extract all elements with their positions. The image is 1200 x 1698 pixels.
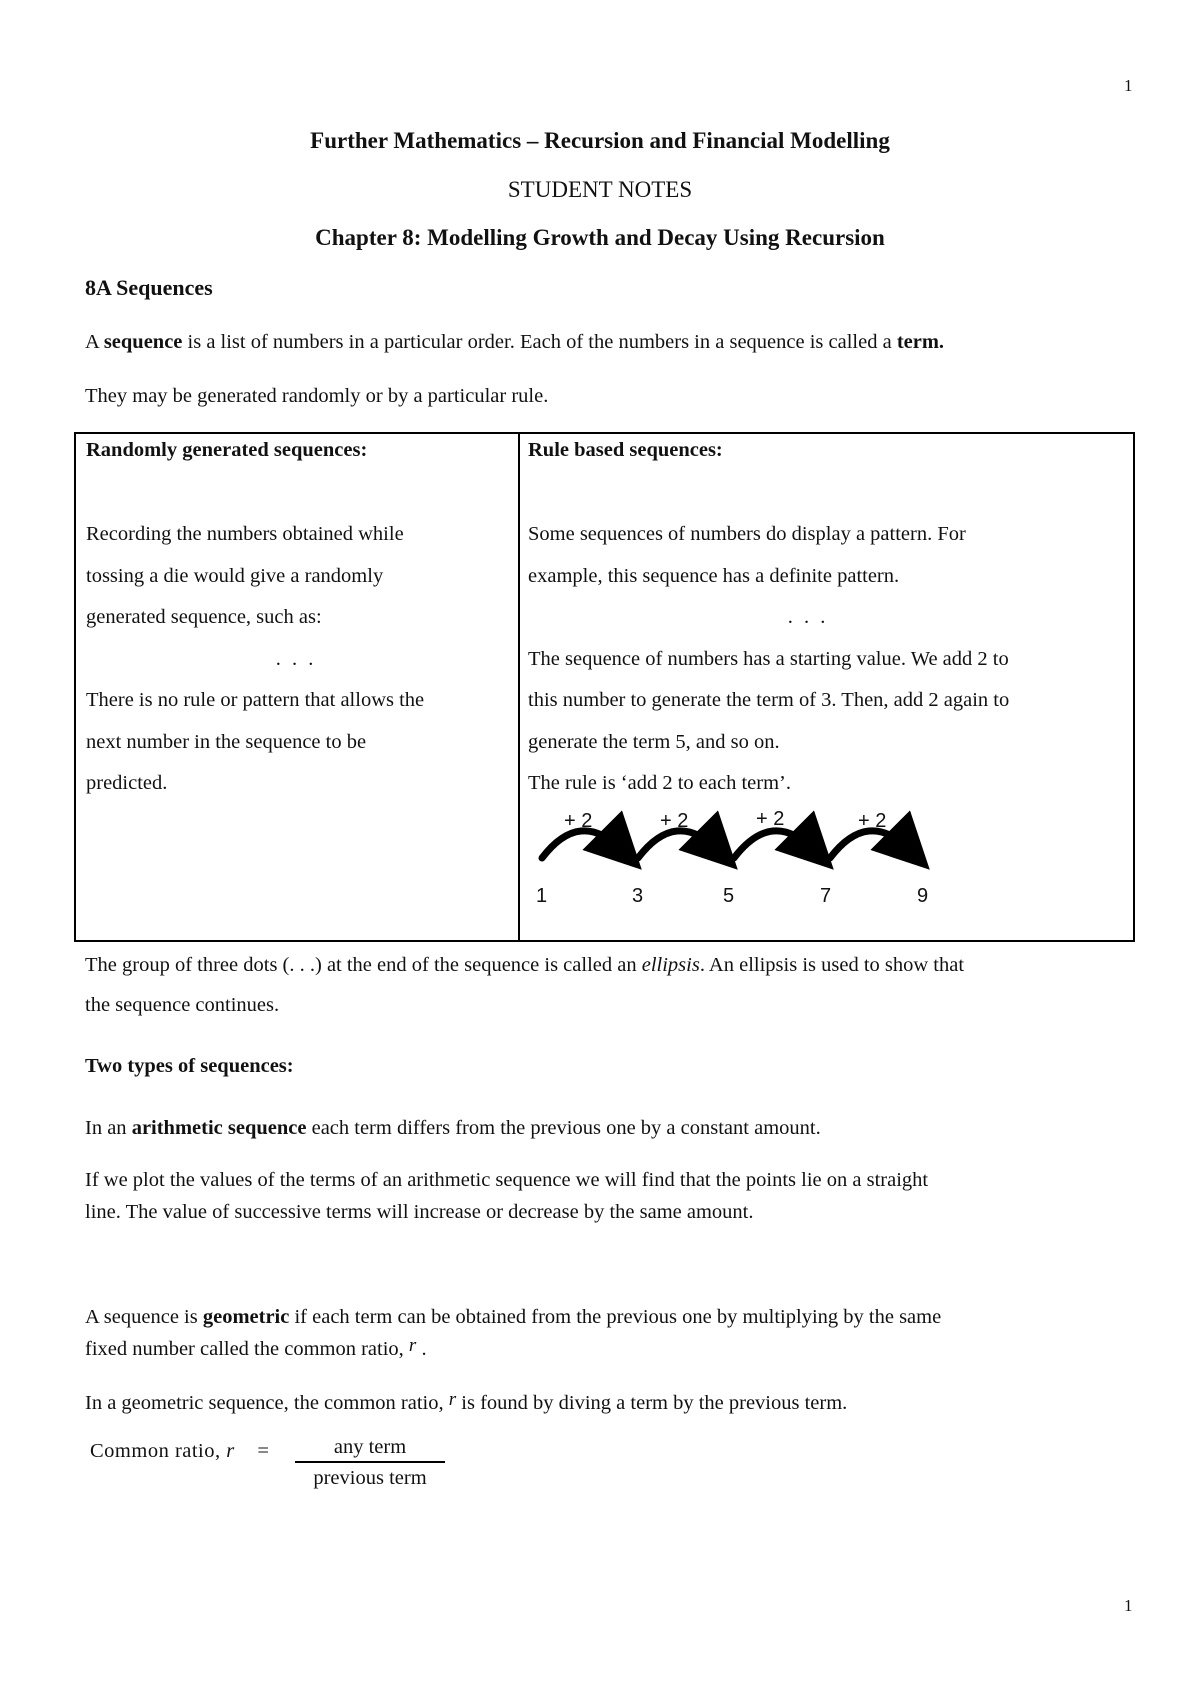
ratio-text: In a geometric sequence, the common ratio, [85, 1392, 449, 1414]
arrow-3-icon [734, 831, 814, 858]
geometric-text: A sequence is [85, 1306, 203, 1328]
arithmetic-line-2: line. The value of successive terms will increase or decrease by the same amount. [85, 1201, 754, 1223]
rule-line-1: Some sequences of numbers do display a pattern. For [528, 523, 966, 545]
term-label-5: 9 [917, 885, 929, 907]
rule-line-4: this number to generate the term of 3. Then, add 2 again to [528, 689, 1010, 711]
rule-ellipsis: . . . [787, 606, 829, 628]
formula-fraction [295, 1436, 445, 1490]
page-number-top: 1 [1124, 76, 1133, 95]
formula-lhs: Common ratio, [90, 1440, 227, 1462]
formula-equals: = [257, 1440, 269, 1462]
table-cell-random [86, 434, 506, 805]
random-line-3: generated sequence, such as: [86, 606, 322, 628]
term-label-3: 5 [723, 885, 735, 907]
geometric-definition [85, 1301, 1155, 1366]
rule-line-5: generate the term 5, and so on. [528, 730, 780, 753]
ellipsis-note-text: The group of three dots (. . .) at the end of the sequence is called an [85, 954, 642, 976]
intro-text-cont: is a list of numbers in a particular order. Each of the numbers in a sequence is called a [182, 331, 897, 353]
term-term: term. [896, 331, 945, 353]
random-ellipsis: . . . [275, 647, 317, 670]
ellipsis-note-line-2: the sequence continues. [85, 994, 280, 1016]
common-ratio-formula [90, 1436, 427, 1489]
ratio-text-cont: is found by diving a term by the previous term. [456, 1392, 848, 1414]
step-label-2: + 2 [660, 810, 689, 832]
term-ellipsis: ellipsis [641, 954, 700, 976]
step-label-3: + 2 [756, 808, 785, 830]
random-line-4: There is no rule or pattern that allows the [86, 689, 425, 711]
term-sequence: sequence [103, 331, 183, 353]
random-line-1: Recording the numbers obtained while [86, 523, 404, 545]
document-title: Further Mathematics – Recursion and Financial Modelling [310, 128, 890, 153]
geometric-line-2: fixed number called the common ratio, [85, 1338, 409, 1360]
term-label-2: 3 [632, 885, 644, 907]
arrow-1-icon [542, 831, 622, 858]
intro-paragraph [85, 326, 1145, 358]
common-ratio-explanation [85, 1387, 1155, 1420]
term-label-4: 7 [820, 885, 832, 907]
intro-paragraph-2: They may be generated randomly or by a particular rule. [85, 385, 549, 407]
formula-numerator: any term [333, 1436, 407, 1458]
random-line-6: predicted. [86, 772, 168, 794]
symbol-r: r [408, 1335, 417, 1356]
term-geometric: geometric [202, 1306, 290, 1328]
rule-heading: Rule based sequences: [528, 439, 723, 461]
random-line-2: tossing a die would give a randomly [86, 564, 384, 587]
arrow-4-icon [830, 831, 910, 858]
rule-line-6: The rule is ‘add 2 to each term’. [528, 772, 791, 794]
formula-r: r [226, 1440, 235, 1462]
arithmetic-definition [85, 1112, 1155, 1144]
rule-line-3: The sequence of numbers has a starting value. We add 2 to [528, 647, 1009, 670]
geometric-text-cont: if each term can be obtained from the previous one by multiplying by the same [289, 1306, 942, 1328]
document-subtitle: STUDENT NOTES [507, 177, 693, 202]
term-label-1: 1 [536, 885, 548, 907]
arithmetic-text-cont: each term differs from the previous one by a constant amount. [306, 1117, 821, 1139]
formula-denominator: previous term [313, 1466, 427, 1489]
ellipsis-note [85, 945, 1155, 1025]
step-label-1: + 2 [564, 810, 593, 832]
ellipsis-note-text-cont: . An ellipsis is used to show that [699, 954, 965, 976]
geometric-line-2-end: . [416, 1338, 427, 1360]
step-label-4: + 2 [858, 810, 887, 832]
term-arithmetic-sequence: arithmetic sequence [131, 1117, 307, 1139]
random-line-5: next number in the sequence to be [86, 730, 367, 753]
arrow-2-icon [638, 831, 718, 858]
symbol-r-2: r [448, 1389, 457, 1410]
rule-line-2: example, this sequence has a definite pattern. [528, 564, 900, 587]
arithmetic-line-1: If we plot the values of the terms of an arithmetic sequence we will find that the points lie on a straight [85, 1169, 929, 1191]
section-heading: 8A Sequences [85, 275, 213, 300]
arithmetic-text: In an [85, 1117, 132, 1139]
chapter-heading: Chapter 8: Modelling Growth and Decay Using Recursion [315, 225, 885, 250]
table-cell-rule [528, 434, 1128, 805]
intro-text: A [85, 331, 104, 353]
arithmetic-explanation [85, 1164, 1155, 1228]
types-heading: Two types of sequences: [85, 1055, 294, 1077]
page-number-bottom: 1 [1124, 1596, 1133, 1615]
add-two-diagram [520, 810, 940, 925]
random-heading: Randomly generated sequences: [86, 439, 368, 461]
